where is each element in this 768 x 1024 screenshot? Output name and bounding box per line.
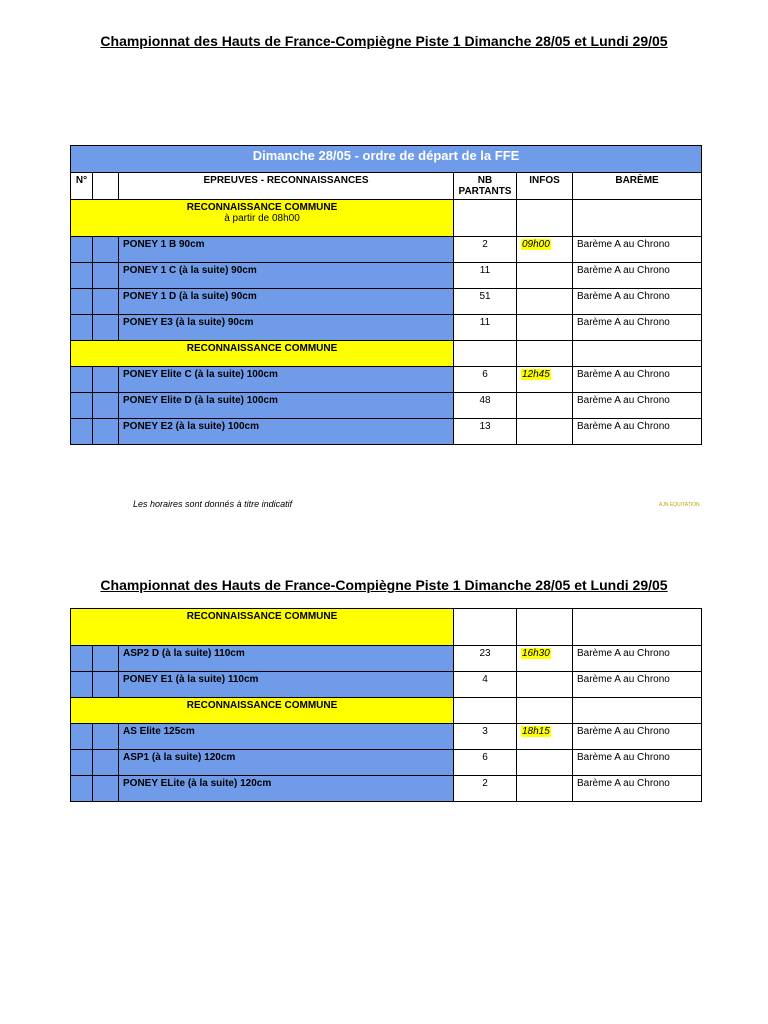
- nb-partants: 11: [454, 315, 517, 341]
- header-no: N°: [71, 173, 93, 200]
- table-row: [71, 646, 702, 672]
- header-epreuves: EPREUVES - RECONNAISSANCES: [119, 173, 454, 200]
- reconnaissance-row: [71, 341, 702, 367]
- header-infos: INFOS: [517, 173, 573, 200]
- bareme: Barème A au Chrono: [573, 750, 702, 776]
- nb-cell: [454, 609, 517, 646]
- infos-cell: [517, 315, 573, 341]
- table-row: [71, 237, 702, 263]
- no-cell: [71, 724, 93, 750]
- credit-watermark: AJN EQUITATION: [659, 502, 700, 508]
- no-cell: [71, 419, 93, 445]
- bareme-cell: [573, 698, 702, 724]
- header-blank: [93, 173, 119, 200]
- table-row: [71, 393, 702, 419]
- table-row: [71, 724, 702, 750]
- nb-partants: 2: [454, 237, 517, 263]
- blank-cell: [93, 419, 119, 445]
- nb-partants: 48: [454, 393, 517, 419]
- nb-partants: 23: [454, 646, 517, 672]
- infos-cell: [517, 237, 573, 263]
- no-cell: [71, 776, 93, 802]
- event-name: PONEY 1 D (à la suite) 90cm: [119, 289, 454, 315]
- bareme: Barème A au Chrono: [573, 367, 702, 393]
- no-cell: [71, 646, 93, 672]
- infos-cell: [517, 609, 573, 646]
- start-time: 09h00: [522, 239, 550, 250]
- table-row: [71, 672, 702, 698]
- event-name: PONEY E1 (à la suite) 110cm: [119, 672, 454, 698]
- blank-cell: [93, 393, 119, 419]
- table-header-row: [71, 173, 702, 200]
- header-nb-partants: NB PARTANTS: [454, 173, 517, 200]
- event-name: PONEY 1 B 90cm: [119, 237, 454, 263]
- bareme: Barème A au Chrono: [573, 315, 702, 341]
- event-name: AS Elite 125cm: [119, 724, 454, 750]
- page-title-repeat: Championnat des Hauts de France-Compiègne Piste 1 Dimanche 28/05 et Lundi 29/05: [100, 577, 668, 593]
- table-row: [71, 315, 702, 341]
- reconnaissance-title: RECONNAISSANCE COMMUNE: [186, 343, 338, 354]
- nb-cell: [454, 698, 517, 724]
- event-name: ASP1 (à la suite) 120cm: [119, 750, 454, 776]
- no-cell: [71, 750, 93, 776]
- infos-cell: [517, 419, 573, 445]
- event-name: PONEY E3 (à la suite) 90cm: [119, 315, 454, 341]
- reconnaissance-title: RECONNAISSANCE COMMUNE: [186, 202, 338, 213]
- reconnaissance-label: [71, 609, 454, 646]
- disclaimer-note: Les horaires sont donnés à titre indicatif: [133, 499, 293, 509]
- infos-cell: [517, 698, 573, 724]
- no-cell: [71, 672, 93, 698]
- reconnaissance-label: [71, 698, 454, 724]
- reconnaissance-row: [71, 698, 702, 724]
- no-cell: [71, 289, 93, 315]
- table-row: [71, 750, 702, 776]
- infos-cell: [517, 263, 573, 289]
- blank-cell: [93, 237, 119, 263]
- schedule-table-sunday: [70, 145, 702, 445]
- bareme-cell: [573, 341, 702, 367]
- bareme: Barème A au Chrono: [573, 646, 702, 672]
- bareme: Barème A au Chrono: [573, 263, 702, 289]
- nb-partants: 11: [454, 263, 517, 289]
- infos-cell: [517, 750, 573, 776]
- reconnaissance-label: [71, 200, 454, 237]
- bareme: Barème A au Chrono: [573, 724, 702, 750]
- reconnaissance-row: [71, 200, 702, 237]
- infos-cell: [517, 724, 573, 750]
- infos-cell: [517, 289, 573, 315]
- bareme: Barème A au Chrono: [573, 237, 702, 263]
- bareme: Barème A au Chrono: [573, 289, 702, 315]
- start-time: 16h30: [522, 648, 550, 659]
- blank-cell: [93, 750, 119, 776]
- nb-partants: 2: [454, 776, 517, 802]
- nb-partants: 13: [454, 419, 517, 445]
- reconnaissance-title: RECONNAISSANCE COMMUNE: [186, 611, 338, 622]
- no-cell: [71, 237, 93, 263]
- blank-cell: [93, 289, 119, 315]
- start-time: 18h15: [522, 726, 550, 737]
- table-row: [71, 289, 702, 315]
- nb-partants: 4: [454, 672, 517, 698]
- page-title: Championnat des Hauts de France-Compiègne Piste 1 Dimanche 28/05 et Lundi 29/05: [100, 33, 668, 49]
- bareme: Barème A au Chrono: [573, 419, 702, 445]
- blank-cell: [93, 263, 119, 289]
- reconnaissance-title: RECONNAISSANCE COMMUNE: [186, 700, 338, 711]
- no-cell: [71, 315, 93, 341]
- blank-cell: [93, 367, 119, 393]
- infos-cell: [517, 367, 573, 393]
- infos-cell: [517, 341, 573, 367]
- infos-cell: [517, 200, 573, 237]
- bareme: Barème A au Chrono: [573, 393, 702, 419]
- nb-partants: 6: [454, 367, 517, 393]
- infos-cell: [517, 646, 573, 672]
- table-row: [71, 263, 702, 289]
- start-time: 12h45: [522, 369, 550, 380]
- header-bareme: BARÈME: [573, 173, 702, 200]
- table-banner-row: [71, 146, 702, 173]
- bareme: Barème A au Chrono: [573, 672, 702, 698]
- table-banner: Dimanche 28/05 - ordre de départ de la FFE: [71, 146, 702, 173]
- no-cell: [71, 367, 93, 393]
- bareme-cell: [573, 200, 702, 237]
- event-name: PONEY Elite C (à la suite) 100cm: [119, 367, 454, 393]
- nb-partants: 51: [454, 289, 517, 315]
- table-row: [71, 776, 702, 802]
- infos-cell: [517, 672, 573, 698]
- event-name: PONEY E2 (à la suite) 100cm: [119, 419, 454, 445]
- reconnaissance-start-time: à partir de 08h00: [224, 213, 300, 224]
- infos-cell: [517, 776, 573, 802]
- nb-cell: [454, 200, 517, 237]
- event-name: PONEY 1 C (à la suite) 90cm: [119, 263, 454, 289]
- table-row: [71, 419, 702, 445]
- nb-partants: 6: [454, 750, 517, 776]
- event-name: PONEY Elite D (à la suite) 100cm: [119, 393, 454, 419]
- blank-cell: [93, 315, 119, 341]
- blank-cell: [93, 672, 119, 698]
- schedule-table-continued: [70, 608, 702, 802]
- blank-cell: [93, 724, 119, 750]
- no-cell: [71, 263, 93, 289]
- blank-cell: [93, 646, 119, 672]
- bareme-cell: [573, 609, 702, 646]
- nb-cell: [454, 341, 517, 367]
- bareme: Barème A au Chrono: [573, 776, 702, 802]
- event-name: PONEY ELite (à la suite) 120cm: [119, 776, 454, 802]
- blank-cell: [93, 776, 119, 802]
- table-row: [71, 367, 702, 393]
- infos-cell: [517, 393, 573, 419]
- nb-partants: 3: [454, 724, 517, 750]
- reconnaissance-row: [71, 609, 702, 646]
- no-cell: [71, 393, 93, 419]
- reconnaissance-label: [71, 341, 454, 367]
- event-name: ASP2 D (à la suite) 110cm: [119, 646, 454, 672]
